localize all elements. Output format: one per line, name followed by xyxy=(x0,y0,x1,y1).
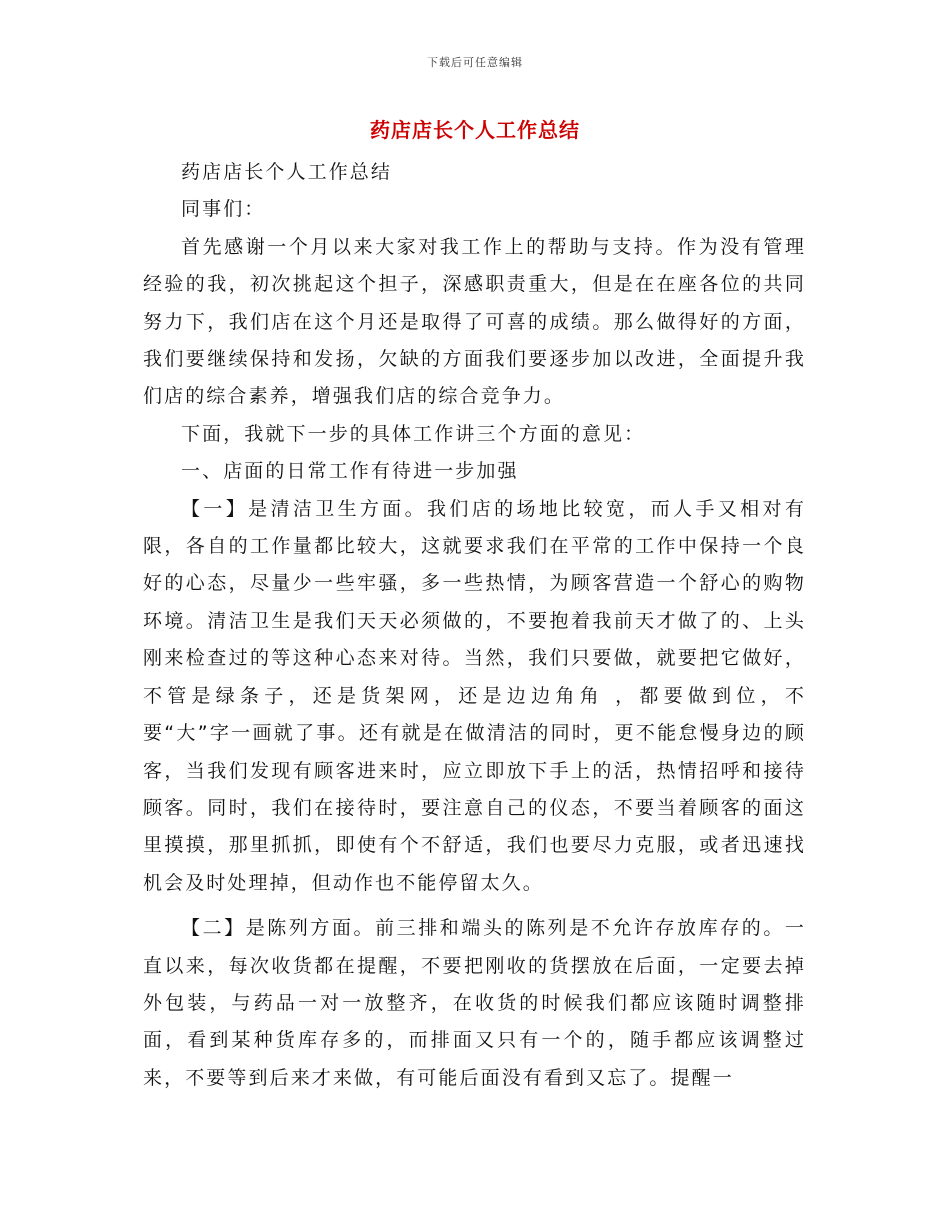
body-paragraph-display: 【二】是陈列方面。前三排和端头的陈列是不允许存放库存的。一直以来，每次收货都在提醒，不要把刚收的货摆放在后面，一定要去掉外包装，与药品一对一放整齐，在收货的时候我们都应该随时调整排面，看到某种货库存多的，而排面又只有一个的，随手都应该调整过来，不要等到后来才来做，有可能后面没有看到又忘了。提醒一 xyxy=(143,917,806,1089)
document-title: 药店店长个人工作总结 xyxy=(370,118,580,142)
document-body xyxy=(143,154,806,1097)
page-header-note: 下载后可任意编辑 xyxy=(427,56,523,69)
body-paragraph-intro: 首先感谢一个月以来大家对我工作上的帮助与支持。作为没有管理经验的我，初次挑起这个担子，深感职责重大，但是在在座各位的共同努力下，我们店在这个月还是取得了可喜的成绩。那么做得好的方面，我们要继续保持和发扬，欠缺的方面我们要逐步加以改进，全面提升我们店的综合素养，增强我们店的综合竞争力。 xyxy=(143,235,806,408)
body-paragraph-salutation: 同事们： xyxy=(181,198,266,221)
section-heading-1: 一、店面的日常工作有待进一步加强 xyxy=(181,460,519,483)
body-paragraph-cleaning: 【一】是清洁卫生方面。我们店的场地比较宽，而人手又相对有限，各自的工作量都比较大，这就要求我们在平常的工作中保持一个良好的心态，尽量少一些牢骚，多一些热情，为顾客营造一个舒心的购物环境。清洁卫生是我们天天必须做的，不要抱着我前天才做了的、上头刚来检查过的等这种心态来对待。当然，我们只要做，就要把它做好，不管是绿条子，还是货架网，还是边边角角 ，都要做到位，不要“大”字一画就了事。还有就是在做清洁的同时，更不能怠慢身边的顾客，当我们发现有顾客进来时，应立即放下手上的活，热情招呼和接待顾客。同时，我们在接待时，要注意自己的仪态，不要当着顾客的面这里摸摸，那里抓抓，即使有个不舒适，我们也要尽力克服，或者迅速找机会及时处理掉，但动作也不能停留太久。 xyxy=(143,497,806,894)
body-paragraph-overview: 下面，我就下一步的具体工作讲三个方面的意见： xyxy=(181,422,646,445)
body-paragraph-subtitle: 药店店长个人工作总结 xyxy=(181,161,393,183)
